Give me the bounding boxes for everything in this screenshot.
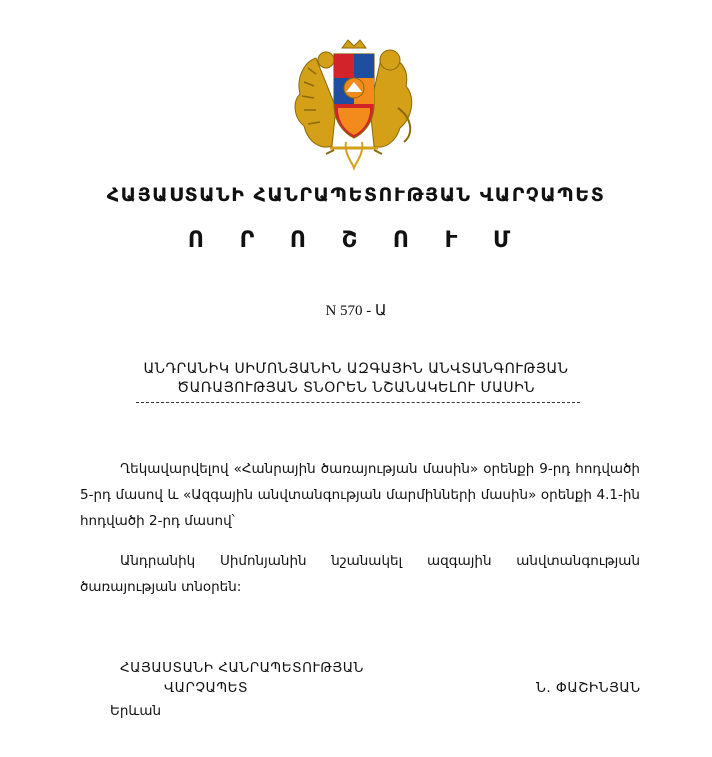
- subject-line-1: ԱՆԴՐԱՆԻԿ ՍԻՄՈՆՅԱՆԻՆ ԱԶԳԱՅԻՆ ԱՆՎՏԱՆԳՈՒԹՅԱՆ: [143, 361, 569, 377]
- subject-divider: [136, 402, 580, 403]
- decision-subject: [0, 360, 712, 398]
- coat-of-arms-icon: [286, 38, 422, 172]
- place-of-issue: Երևան: [110, 703, 162, 719]
- legal-basis-paragraph: Ղեկավարվելով «Հանրային ծառայության մասին» օրենքի 9-րդ հոդվածի 5-րդ մասով և «Ազգային անվտանգության մարմինների մասին» օրենքի 4.1-ին հոդվածի 2-րդ մասով՝: [80, 461, 640, 529]
- signature-role: ՎԱՐՉԱՊԵՏ: [164, 680, 249, 696]
- subject-line-2: ԾԱՌԱՅՈՒԹՅԱՆ ՏՆՕՐԵՆ ՆՇԱՆԱԿԵԼՈՒ ՄԱՍԻՆ: [177, 380, 535, 396]
- appointment-paragraph: Անդրանիկ Սիմոնյանին նշանակել ազգային անվտանգության ծառայության տնօրեն:: [80, 553, 640, 595]
- document-number: N 570 - Ա: [325, 303, 387, 319]
- signature-organization: ՀԱՅԱՍՏԱՆԻ ՀԱՆՐԱՊԵՏՈՒԹՅԱՆ: [120, 660, 364, 676]
- signatory-name: Ն. ՓԱՇԻՆՅԱՆ: [536, 680, 641, 696]
- document-type-heading: Ո Ր Ո Շ Ո Ւ Մ: [187, 228, 525, 253]
- issuing-authority-title: ՀԱՅԱՍՏԱՆԻ ՀԱՆՐԱՊԵՏՈՒԹՅԱՆ ՎԱՐՉԱՊԵՏ: [106, 184, 606, 206]
